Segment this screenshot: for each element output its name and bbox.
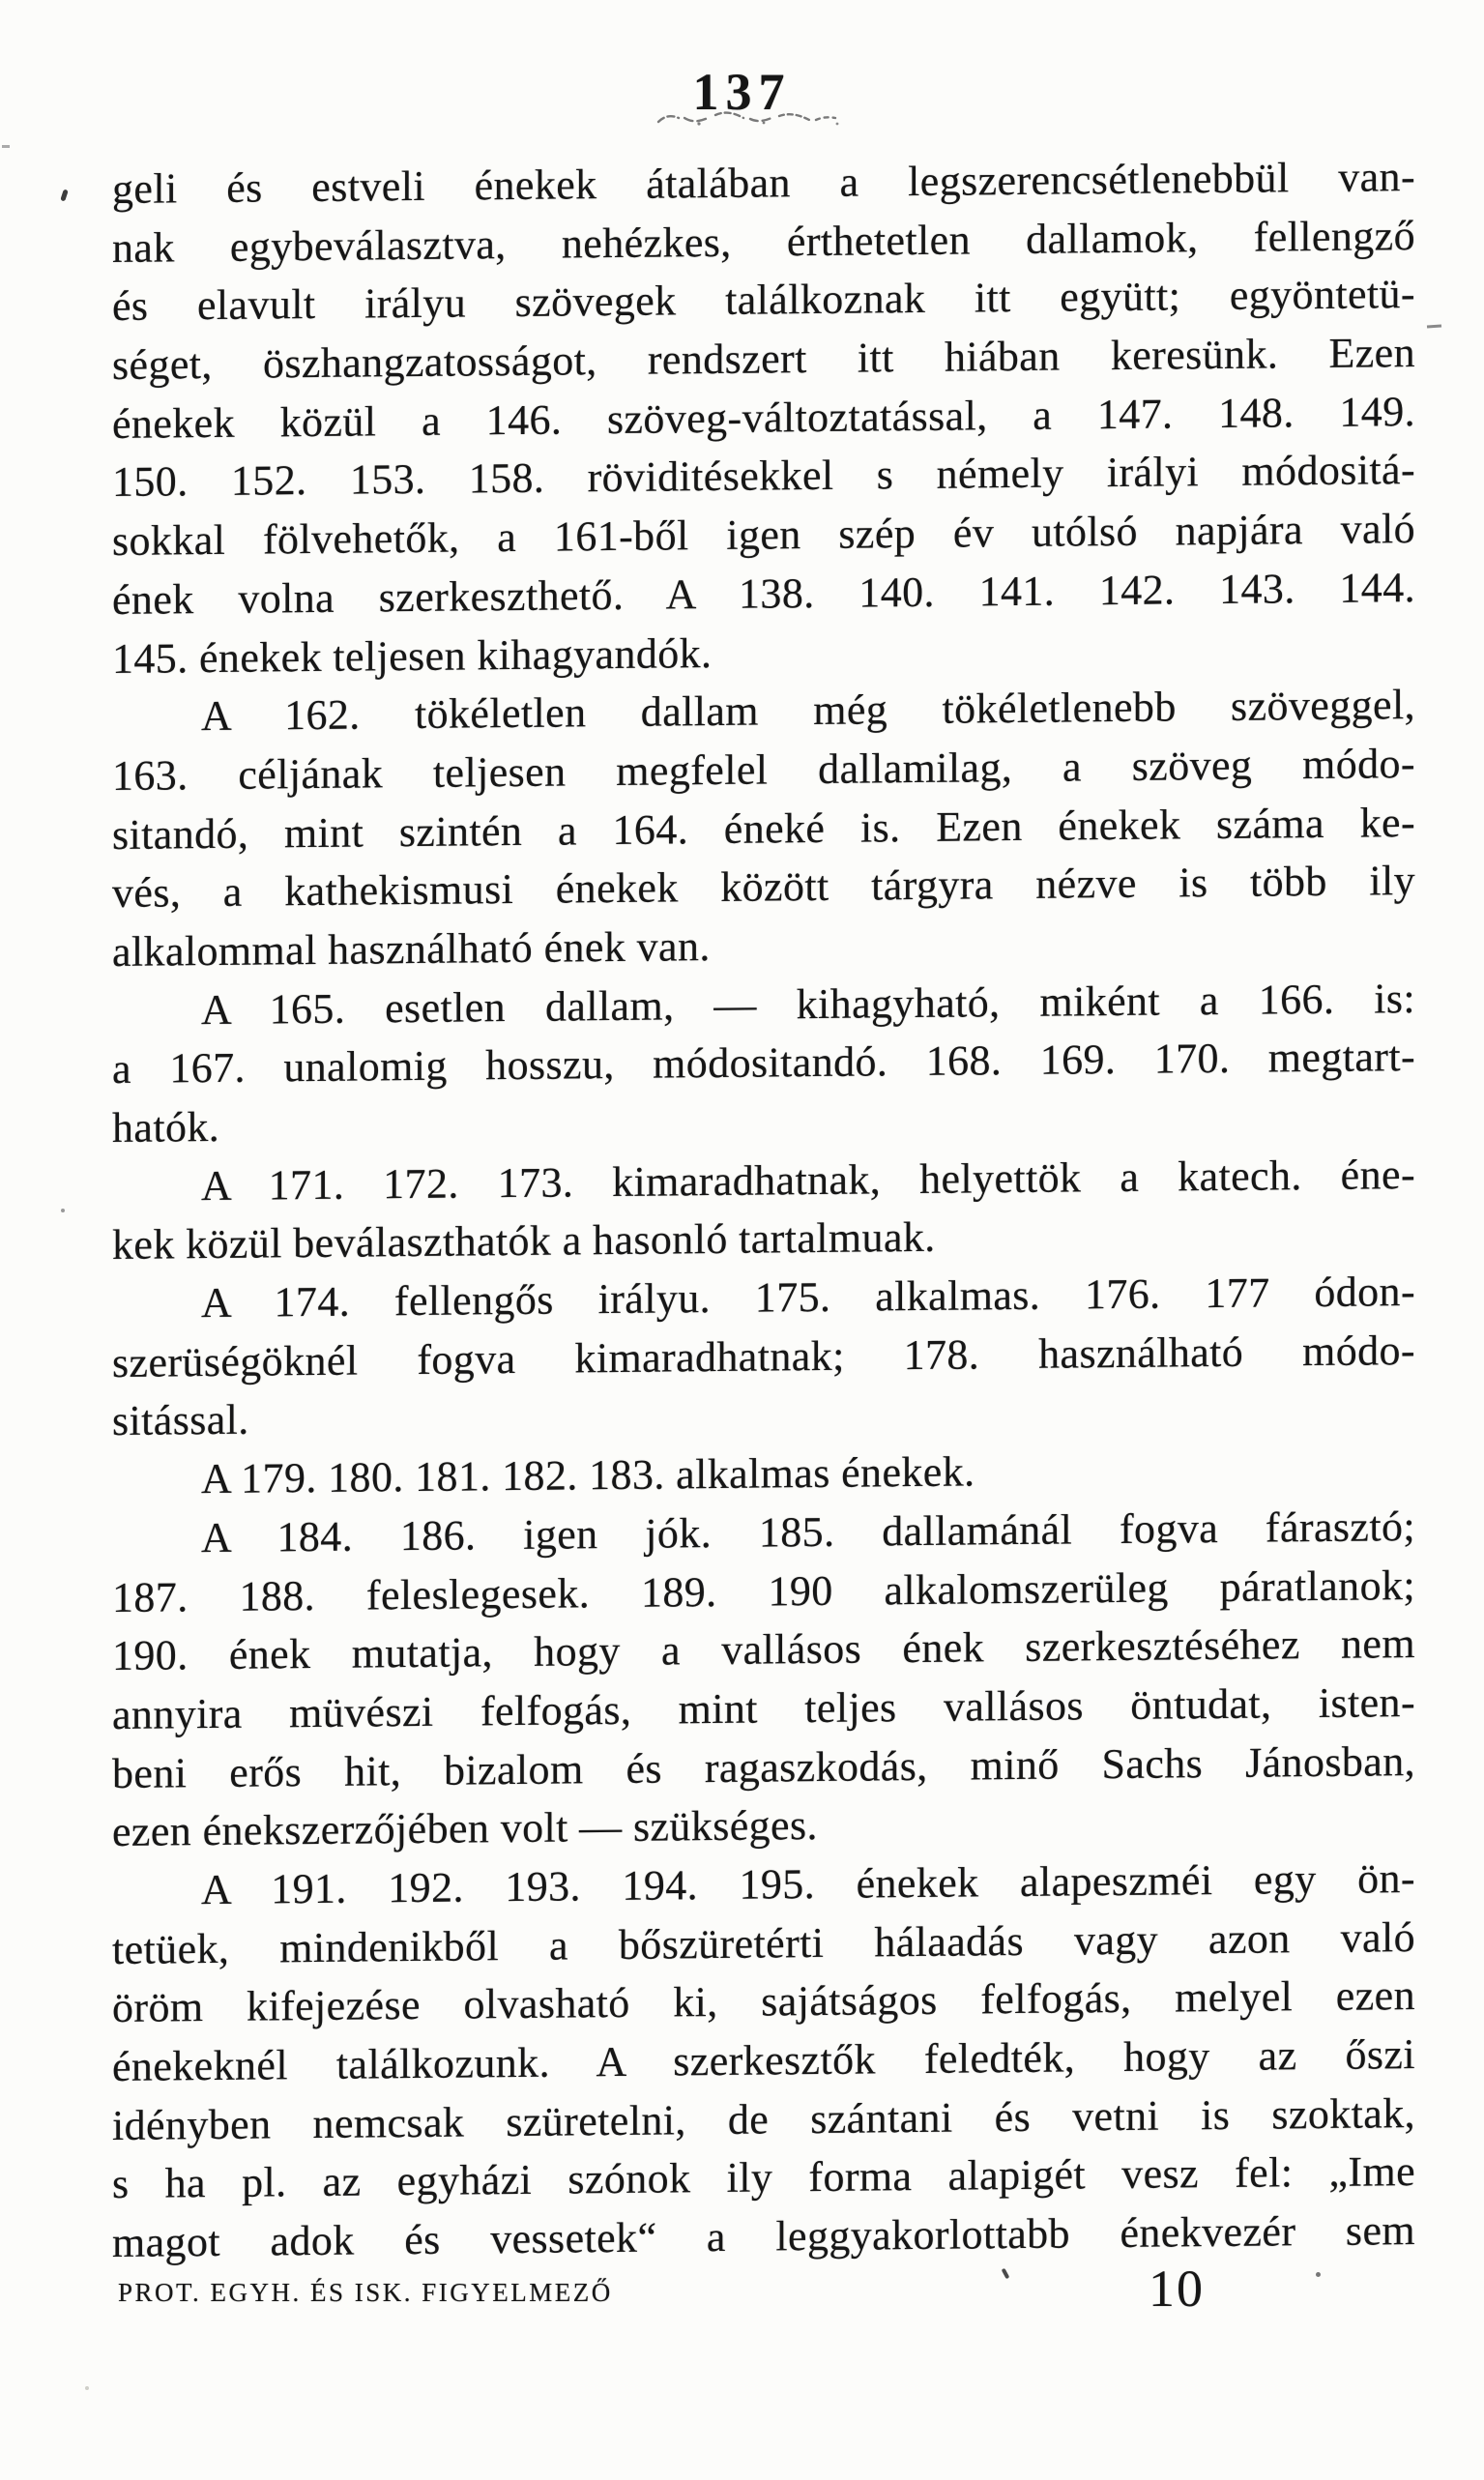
worn-rule-ornament [655, 108, 849, 131]
text-line: A 174. fellengős irályu. 175. alkalmas. 176. 177 ódon- [201, 1268, 1415, 1328]
text-line: alkalommal használható ének van. [112, 921, 711, 976]
text-line: hatók. [112, 1102, 220, 1152]
signature-number: 10 [1149, 2260, 1205, 2318]
text-line: ének volna szerkeszthető. A 138. 140. 141. 142. 143. 144. [112, 563, 1415, 624]
text-line: annyira müvészi felfogás, mint teljes vallásos öntudat, isten- [112, 1678, 1415, 1738]
text-line: 190. ének mutatja, hogy a vallásos ének szerkesztéséhez nem [112, 1619, 1415, 1680]
text-line: sitással. [112, 1396, 249, 1445]
ink-speck [1427, 324, 1441, 328]
ink-speck [1316, 2272, 1321, 2277]
text-line: a 167. unalomig hosszu, módositandó. 168. 169. 170. megtart- [112, 1033, 1415, 1094]
page-number: 137 [692, 63, 792, 121]
text-line: beni erős hit, bizalom és ragaszkodás, minő Sachs Jánosban, [112, 1736, 1415, 1797]
text-line: ezen énekszerzőjében volt — szükséges. [112, 1801, 818, 1856]
text-line: énekeknél találkozunk. A szerkesztők feledték, hogy az őszi [112, 2030, 1415, 2090]
text-line: szerüségöknél fogva kimaradhatnak; 178. használható módo- [112, 1326, 1415, 1386]
text-line: idényben nemcsak szüretelni, de szántani és vetni is szoktak, [112, 2088, 1415, 2149]
text-line: A 179. 180. 181. 182. 183. alkalmas énekek. [201, 1447, 975, 1503]
ink-speck [2, 145, 10, 148]
text-line: kek közül beválaszthatók a hasonló tartalmuak. [112, 1213, 936, 1269]
text-line: s ha pl. az egyházi szónok ily forma alapigét vesz fel: „Ime [112, 2147, 1415, 2208]
text-line: A 191. 192. 193. 194. 195. énekek alapeszméi egy ön- [201, 1853, 1415, 1914]
ink-speck [85, 2386, 89, 2390]
text-line: vés, a kathekismusi énekek között tárgyra nézve is több ily [112, 857, 1415, 918]
text-block [112, 148, 1415, 2273]
ink-speck [61, 1209, 65, 1212]
text-line: sitandó, mint szintén a 164. éneké is. Ezen énekek száma ke- [112, 798, 1415, 859]
text-line: séget, öszhangzatosságot, rendszert itt hiában keresünk. Ezen [112, 329, 1415, 390]
text-line: A 171. 172. 173. kimaradhatnak, helyettök a katech. éne- [201, 1150, 1415, 1210]
text-line: 187. 188. feleslegesek. 189. 190 alkalomszerüleg páratlanok; [112, 1561, 1415, 1621]
ink-speck [60, 190, 68, 202]
text-line: geli és estveli énekek átalában a legszerencsétlenebbül van- [112, 153, 1415, 213]
text-line: tetüek, mindenikből a bőszüretérti hálaadás vagy azon való [112, 1912, 1415, 1973]
ink-speck [1002, 2268, 1010, 2280]
text-line: sokkal fölvehetők, a 161-ből igen szép év utólsó napjára való [112, 505, 1415, 566]
text-line: magot adok és vessetek“ a leggyakorlottabb énekvezér sem [112, 2206, 1415, 2267]
journal-name-footer: PROT. EGYH. ÉS ISK. FIGYELMEZŐ [118, 2278, 613, 2307]
text-line: nak egybeválasztva, nehézkes, érthetetlen dallamok, fellengző [112, 211, 1415, 272]
text-line: 145. énekek teljesen kihagyandók. [112, 628, 713, 683]
text-line: öröm kifejezése olvasható ki, sajátságos felfogás, melyel ezen [112, 1971, 1415, 2032]
text-line: A 165. esetlen dallam, — kihagyható, miként a 166. is: [201, 974, 1415, 1034]
text-line: A 162. tökéletlen dallam még tökéletlenebb szöveggel, [201, 681, 1415, 741]
text-line: 163. céljának teljesen megfelel dallamilag, a szöveg módo- [112, 739, 1415, 800]
text-line: A 184. 186. igen jók. 185. dallamánál fogva fárasztó; [201, 1502, 1415, 1561]
text-line: 150. 152. 153. 158. röviditésekkel s némely irályi módositá- [112, 446, 1415, 507]
text-line: énekek közül a 146. szöveg-változtatással, a 147. 148. 149. [112, 387, 1415, 448]
text-line: és elavult irályu szövegek találkoznak itt együtt; egyöntetü- [112, 270, 1415, 331]
